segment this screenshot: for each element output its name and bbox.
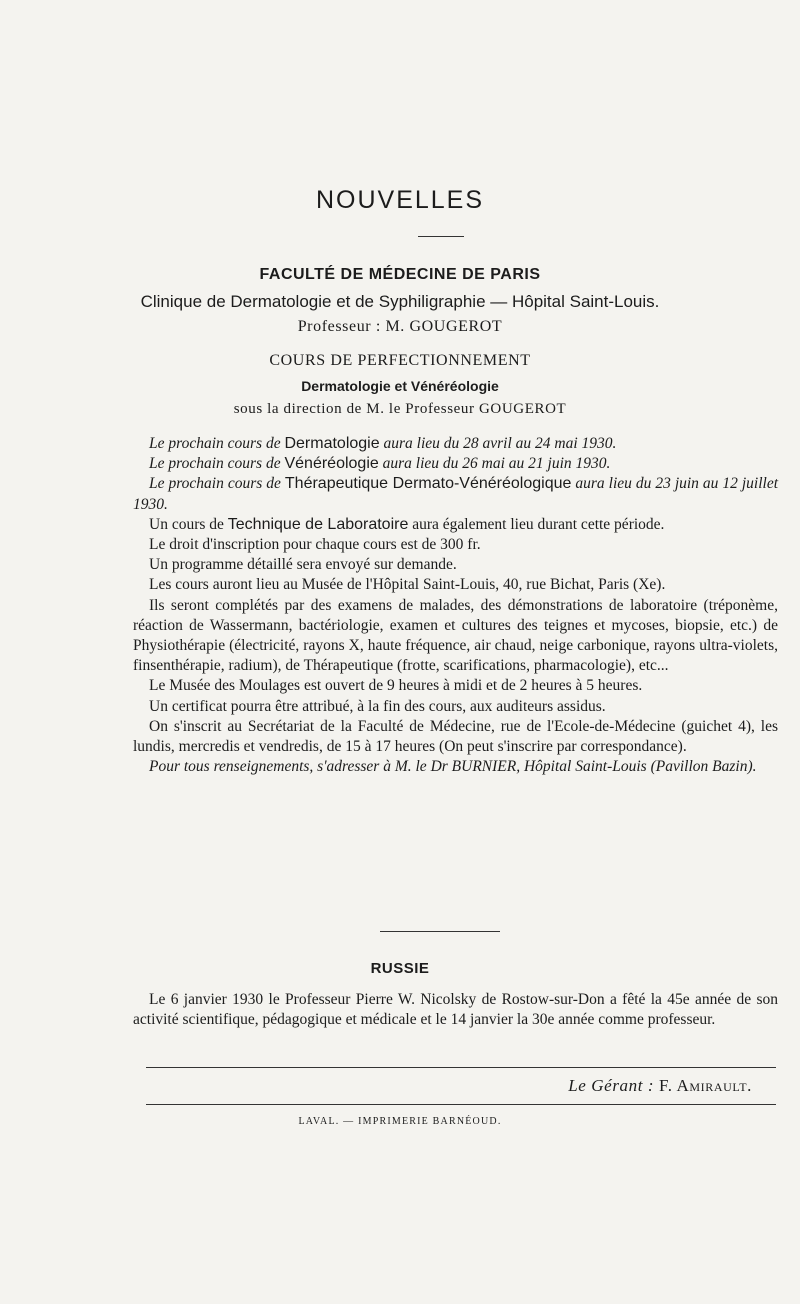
signature-label: Le Gérant : [568,1076,655,1095]
clinic-heading: Clinique de Dermatologie et de Syphiligraphie — Hôpital Saint-Louis. [140,292,660,311]
signature-top-rule [146,1067,776,1068]
location-note: Les cours auront lieu au Musée de l'Hôpital Saint-Louis, 40, rue Bichat, Paris (Xe). [149,576,666,594]
signature-name: F. Amirault. [659,1076,752,1095]
announcement-venereologie [133,454,778,474]
page-title: NOUVELLES [315,186,485,214]
course-name: Vénéréologie [284,455,379,473]
museum-hours: Le Musée des Moulages est ouvert de 9 heures à midi et de 2 heures à 5 heures. [149,677,643,695]
announcement-text: Un cours de [149,515,224,533]
faculty-heading: FACULTÉ DE MÉDECINE DE PARIS [259,266,541,283]
announcement-text: Le prochain cours de [149,455,281,473]
signature-line [568,1076,752,1096]
announcement-dates: aura lieu du 28 avril au 24 mai 1930. [383,435,617,452]
registration-fee: Le droit d'inscription pour chaque cours est de 300 fr. [149,536,481,554]
course-name: Technique de Laboratoire [227,515,409,533]
certificate-note: Un certificat pourra être attribué, à la fin des cours, aux auditeurs assidus. [149,697,606,715]
announcement-dates: aura lieu du 23 juin au 12 juillet 1930. [133,475,779,513]
signature-bottom-rule [146,1104,776,1105]
announcement-text: aura également lieu durant cette période. [412,515,665,533]
announcement-dermatologie [133,434,778,454]
announcement-dates: aura lieu du 26 mai au 21 juin 1930. [382,455,611,473]
course-name: Dermatologie [284,435,380,452]
contact-paragraph: Pour tous renseignements, s'adresser à M. le Dr BURNIER, Hôpital Saint-Louis (Pavillon Bazin). [149,758,757,776]
announcement-therapeutique [133,474,778,514]
title-divider [418,236,464,237]
printer-footer: LAVAL. — IMPRIMERIE BARNÉOUD. [298,1116,502,1127]
section-divider [380,931,500,932]
russia-paragraph: Le 6 janvier 1930 le Professeur Pierre W. Nicolsky de Rostow-sur-Don a fêté la 45e année de son activité scientifique, pédagogique et médicale et le 14 janvier la 30e année comme professeur. [133,991,778,1029]
professor-line: Professeur : M. GOUGEROT [297,318,503,335]
course-name: Thérapeutique Dermato-Vénéréologique [284,475,572,493]
registration-paragraph: On s'inscrit au Secrétariat de la Faculté de Médecine, rue de l'Ecole-de-Médecine (guichet 4), les lundis, mercredis et vendredis, de 15 à 17 heures (On peut s'inscrire par correspondance). [133,717,778,756]
programme-note: Un programme détaillé sera envoyé sur demande. [149,556,457,574]
announcement-text: Le prochain cours de [149,435,281,452]
announcement-laboratoire [133,515,778,535]
russia-heading: RUSSIE [370,960,430,977]
direction-line: sous la direction de M. le Professeur GOUGEROT [233,401,567,417]
curriculum-paragraph: Ils seront complétés par des examens de malades, des démonstrations de laboratoire (tréponème, réaction de Wassermann, bactériologie, examen et cultures des teignes et mycoses, biopsie, etc.) de Physiothérapie (électricité, rayons X, haute fréquence, air chaud, neige carbonique, rayons ultra-violets, finsenthérapie, radium), de Thérapeutique (frotte, scarifications, pharmacologie), etc... [133,596,778,675]
course-title: COURS DE PERFECTIONNEMENT [269,352,531,369]
course-subject: Dermatologie et Vénéréologie [301,378,499,394]
russia-body [133,990,778,1030]
announcements-body [133,434,778,777]
announcement-text: Le prochain cours de [149,475,281,493]
